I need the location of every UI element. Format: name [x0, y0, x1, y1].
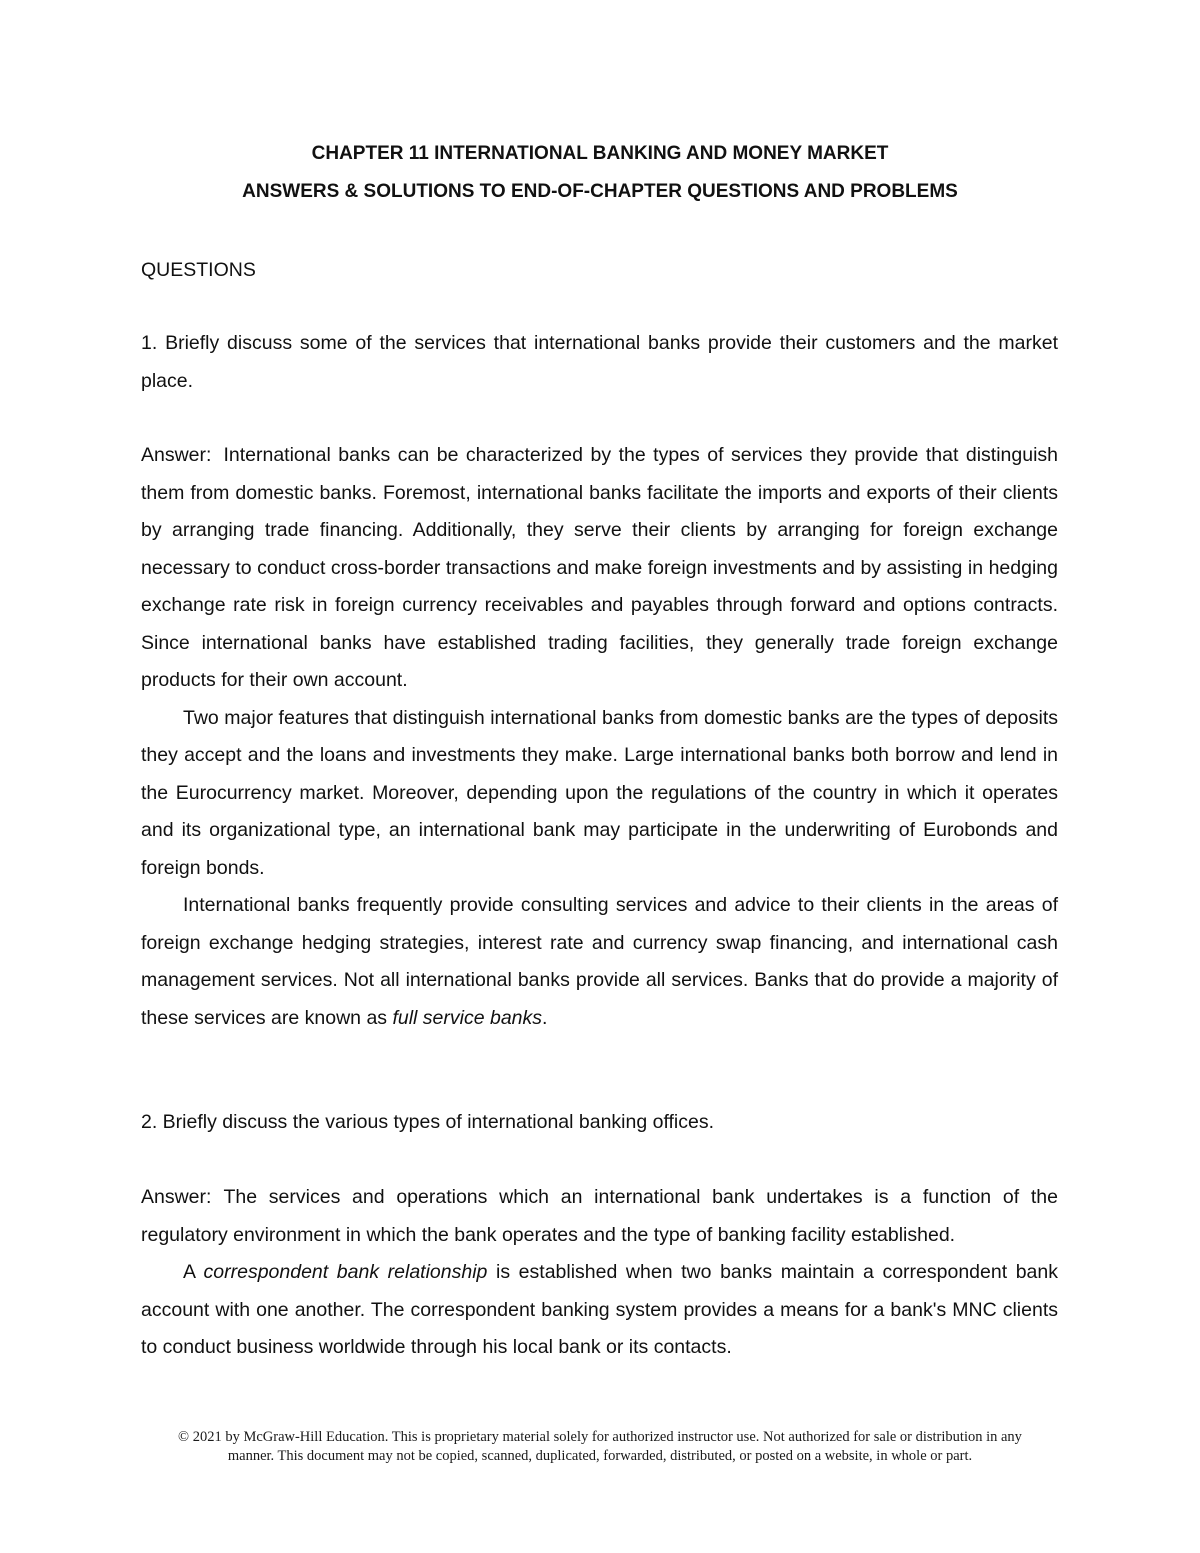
answer-1-p3-text: International banks frequently provide consulting services and advice to their clients in the areas of foreign exchange hedging strategies, interest rate and currency swap financing, and international cash management services. Not all international banks provide all services. Banks that do provide a majority of these services are known as	[141, 894, 1058, 1029]
answer-1-p1-text: International banks can be characterized by the types of services they provide that distinguish them from domestic banks. Foremost, international banks facilitate the imports and exports of their clients by arranging trade financing. Additionally, they serve their clients by arranging for foreign exchange necessary to conduct cross-border transactions and make foreign investments and by assisting in hedging exchange rate risk in foreign currency receivables and payables through forward and options contracts. Since international banks have established trading facilities, they generally trade foreign exchange products for their own account.	[141, 444, 1058, 691]
question-2-text: 2. Briefly discuss the various types of international banking offices.	[141, 1111, 715, 1133]
footer-line-2: manner. This document may not be copied, scanned, duplicated, forwarded, distributed, or posted on a website, in whole or part.	[227, 1448, 973, 1464]
answer-2-paragraph-2	[141, 1254, 1058, 1367]
answer-label: Answer:	[141, 444, 212, 466]
correspondent-bank-term: correspondent bank relationship	[203, 1261, 488, 1283]
chapter-subtitle: ANSWERS & SOLUTIONS TO END-OF-CHAPTER QUESTIONS AND PROBLEMS	[242, 181, 958, 202]
answer-1	[141, 437, 1058, 1037]
answer-label: Answer:	[141, 1186, 212, 1208]
answer-2	[141, 1179, 1058, 1367]
copyright-footer	[120, 1428, 1080, 1466]
answer-1-paragraph-2: Two major features that distinguish international banks from domestic banks are the types of deposits they accept and the loans and investments they make. Large international banks both borrow and lend in the Eurocurrency market. Moreover, depending upon the regulations of the country in which it operates and its organizational type, an international bank may participate in the underwriting of Eurobonds and foreign bonds.	[141, 706, 1058, 879]
answer-2-p2-rest: is established when two banks maintain a correspondent bank account with one another. The correspondent banking system provides a means for a bank's MNC clients to conduct business worldwide through his local bank or its contacts.	[141, 1261, 1058, 1358]
answer-1-paragraph-3	[141, 887, 1058, 1037]
question-1-text: 1. Briefly discuss some of the services that international banks provide their customers and the market place.	[141, 332, 1058, 392]
footer-line-1: © 2021 by McGraw-Hill Education. This is proprietary material solely for authorized instructor use. Not authorized for sale or distribution in any	[178, 1429, 1022, 1445]
section-heading: QUESTIONS	[141, 259, 256, 281]
answer-1-paragraph-1	[141, 437, 1058, 700]
chapter-title: CHAPTER 11 INTERNATIONAL BANKING AND MONEY MARKET	[311, 143, 889, 164]
answer-1-p3-end: .	[542, 1006, 548, 1029]
answer-2-p2-start: A	[183, 1261, 204, 1283]
answer-2-p1-text: The services and operations which an international bank undertakes is a function of the regulatory environment in which the bank operates and the type of banking facility established.	[141, 1186, 1058, 1246]
full-service-banks-term: full service banks	[392, 1006, 543, 1029]
answer-2-paragraph-1	[141, 1179, 1058, 1254]
question-2	[141, 1104, 1058, 1142]
question-1	[141, 325, 1058, 400]
